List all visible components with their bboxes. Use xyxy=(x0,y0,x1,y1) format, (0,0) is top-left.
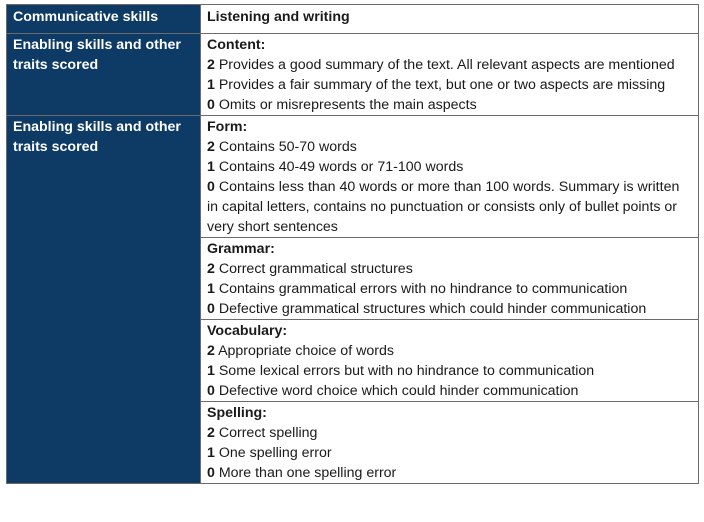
criterion-item xyxy=(207,423,692,443)
criterion-text: Provides a good summary of the text. All relevant aspects are mentioned xyxy=(218,57,675,73)
section-content xyxy=(201,34,699,116)
section-title: Spelling: xyxy=(207,405,267,421)
score-value: 2 xyxy=(207,261,215,277)
criterion-item xyxy=(207,279,692,299)
section-title: Form: xyxy=(207,119,248,135)
criterion-text: Contains 50-70 words xyxy=(218,139,357,155)
score-value: 2 xyxy=(207,57,215,73)
section-title: Grammar: xyxy=(207,241,275,257)
criterion-text: More than one spelling error xyxy=(218,465,397,481)
table-header-row xyxy=(7,5,699,34)
header-listening-and-writing: Listening and writing xyxy=(201,5,699,34)
score-value: 0 xyxy=(207,465,215,481)
criterion-item xyxy=(207,177,692,237)
criterion-item xyxy=(207,55,692,75)
criterion-item xyxy=(207,75,692,95)
score-value: 0 xyxy=(207,301,215,317)
table-row-content xyxy=(7,34,699,116)
criterion-text: Contains 40-49 words or 71-100 words xyxy=(218,159,464,175)
criterion-item xyxy=(207,95,692,115)
criterion-item xyxy=(207,341,692,361)
score-value: 1 xyxy=(207,159,215,175)
table-row-form xyxy=(7,116,699,238)
criterion-text: Provides a fair summary of the text, but one or two aspects are missing xyxy=(218,77,666,93)
criterion-text: Appropriate choice of words xyxy=(218,343,394,359)
criterion-item xyxy=(207,381,692,401)
criterion-text: Defective grammatical structures which could hinder communication xyxy=(218,301,647,317)
criterion-text: Defective word choice which could hinder communication xyxy=(218,383,579,399)
criterion-text: Correct grammatical structures xyxy=(218,261,413,277)
score-value: 1 xyxy=(207,363,215,379)
score-value: 2 xyxy=(207,425,215,441)
score-value: 1 xyxy=(207,281,215,297)
section-grammar xyxy=(201,238,699,320)
header-communicative-skills: Communicative skills xyxy=(7,5,201,34)
criterion-item xyxy=(207,361,692,381)
section-title: Vocabulary: xyxy=(207,323,288,339)
score-value: 1 xyxy=(207,77,215,93)
score-value: 0 xyxy=(207,179,215,195)
enabling-skills-label: Enabling skills and other traits scored xyxy=(7,34,201,116)
score-value: 2 xyxy=(207,343,215,359)
criterion-text: Correct spelling xyxy=(218,425,318,441)
section-title: Content: xyxy=(207,37,266,53)
criterion-text: Omits or misrepresents the main aspects xyxy=(218,97,477,113)
criterion-item xyxy=(207,463,692,483)
section-spelling xyxy=(201,402,699,484)
enabling-skills-label: Enabling skills and other traits scored xyxy=(7,116,201,484)
criterion-text: Contains less than 40 words or more than 100 words. Summary is written in capital letters, contains no punctuation or consists only of bullet points or very short sentences xyxy=(207,179,680,235)
criterion-text: One spelling error xyxy=(218,445,332,461)
section-vocabulary xyxy=(201,320,699,402)
criterion-item xyxy=(207,157,692,177)
criterion-text: Some lexical errors but with no hindrance to communication xyxy=(218,363,595,379)
score-value: 0 xyxy=(207,383,215,399)
criterion-text: Contains grammatical errors with no hindrance to communication xyxy=(218,281,628,297)
score-value: 0 xyxy=(207,97,215,113)
criterion-item xyxy=(207,443,692,463)
criterion-item xyxy=(207,259,692,279)
scoring-rubric-table xyxy=(6,4,699,484)
criterion-item xyxy=(207,137,692,157)
section-form xyxy=(201,116,699,238)
score-value: 2 xyxy=(207,139,215,155)
criterion-item xyxy=(207,299,692,319)
score-value: 1 xyxy=(207,445,215,461)
